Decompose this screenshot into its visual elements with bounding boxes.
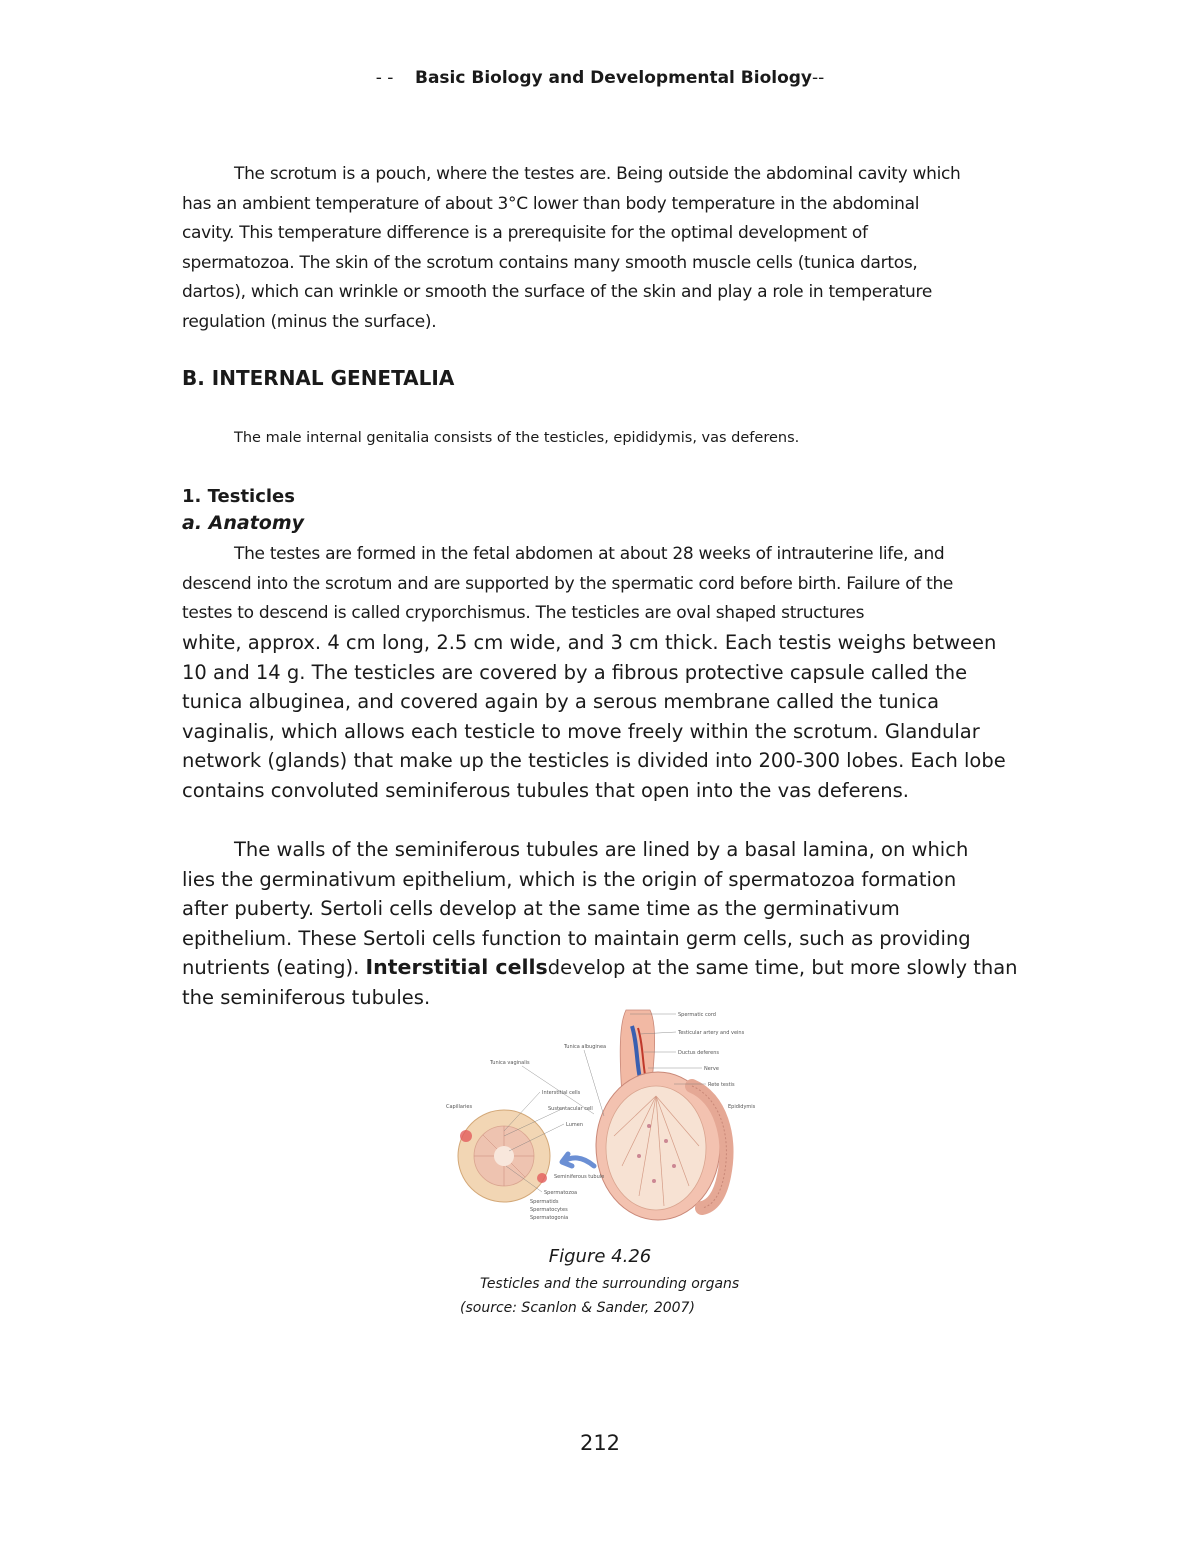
subsubsection-heading: a. Anatomy xyxy=(182,512,305,534)
text-line: descend into the scrotum and are supported by the spermatic cord before birth. Failure of the xyxy=(182,573,954,594)
text-line: after puberty. Sertoli cells develop at the same time as the germinativum xyxy=(182,897,900,920)
label-spermatozoa: Spermatozoa xyxy=(544,1190,578,1196)
bold-term: Interstitial cells xyxy=(365,955,548,979)
header-title: Basic Biology and Developmental Biology xyxy=(415,68,813,88)
label-testicular-artery: Testicular artery and veins xyxy=(678,1030,745,1036)
label-sustentacular-cell: Sustentacular cell xyxy=(548,1106,593,1112)
header-dashes-left: - - xyxy=(375,68,394,88)
label-tunica-albuginea: Tunica albuginea xyxy=(564,1044,607,1050)
label-seminiferous-tubule: Seminiferous tubule xyxy=(554,1174,605,1180)
text-line: The testes are formed in the fetal abdomen at about 28 weeks of intrauterine life, and xyxy=(234,544,945,564)
figure-caption: Testicles and the surrounding organs xyxy=(480,1276,740,1292)
text-line: The walls of the seminiferous tubules are lined by a basal lamina, on which xyxy=(234,838,969,861)
page-number: 212 xyxy=(579,1431,621,1455)
text-line: cavity. This temperature difference is a prerequisite for the optimal development of xyxy=(182,223,868,243)
scrotum-paragraph xyxy=(182,160,1022,337)
text-run: develop at the same time, but more slowly than xyxy=(547,956,1018,979)
testis-anatomy-figure xyxy=(444,1006,764,1228)
label-capillaries: Capillaries xyxy=(446,1104,473,1110)
anatomy-paragraph-large xyxy=(182,628,1022,805)
section-heading: B. INTERNAL GENETALIA xyxy=(182,366,455,390)
text-line: testes to descend is called cryporchismus. The testicles are oval shaped structures xyxy=(182,603,865,623)
figure-number: Figure 4.26 xyxy=(548,1246,652,1267)
text-line: epithelium. These Sertoli cells function to maintain germ cells, such as providing xyxy=(182,926,971,950)
label-nerve: Nerve xyxy=(704,1066,719,1072)
text-line: The scrotum is a pouch, where the testes are. Being outside the abdominal cavity which xyxy=(234,164,961,184)
label-spermatids: Spermatids xyxy=(530,1199,559,1205)
running-header xyxy=(0,68,1200,88)
text-line: regulation (minus the surface). xyxy=(182,311,437,332)
text-line: 10 and 14 g. The testicles are covered by a fibrous protective capsule called the xyxy=(182,660,968,684)
label-spermatocytes: Spermatocytes xyxy=(530,1207,568,1213)
label-lumen: Lumen xyxy=(566,1122,583,1128)
text-line: white, approx. 4 cm long, 2.5 cm wide, and 3 cm thick. Each testis weighs between xyxy=(182,631,997,654)
text-line: lies the germinativum epithelium, which is the origin of spermatozoa formation xyxy=(182,867,957,891)
section-intro: The male internal genitalia consists of the testicles, epididymis, vas deferens. xyxy=(234,430,800,446)
text-line: vaginalis, which allows each testicle to move freely within the scrotum. Glandular xyxy=(182,719,980,743)
anatomy-paragraph-small xyxy=(182,540,1022,629)
text-line: contains convoluted seminiferous tubules that open into the vas deferens. xyxy=(182,778,909,802)
figure-source: (source: Scanlon & Sander, 2007) xyxy=(460,1300,695,1316)
text-line: spermatozoa. The skin of the scrotum contains many smooth muscle cells (tunica dartos, xyxy=(182,252,918,273)
text-line: dartos), which can wrinkle or smooth the surface of the skin and play a role in temperature xyxy=(182,282,933,302)
text-line: network (glands) that make up the testicles is divided into 200-300 lobes. Each lobe xyxy=(182,749,1006,772)
label-tunica-vaginalis: Tunica vaginalis xyxy=(490,1060,530,1066)
label-spermatogonia: Spermatogonia xyxy=(530,1215,569,1221)
text-line: tunica albuginea, and covered again by a serous membrane called the tunica xyxy=(182,690,940,713)
text-line: the seminiferous tubules. xyxy=(182,985,431,1009)
text-line: has an ambient temperature of about 3°C lower than body temperature in the abdominal xyxy=(182,193,920,214)
label-ductus-deferens: Ductus deferens xyxy=(678,1050,719,1056)
label-spermatic-cord: Spermatic cord xyxy=(678,1012,716,1018)
subsection-heading: 1. Testicles xyxy=(182,486,295,507)
header-dashes-right: -- xyxy=(812,68,825,88)
label-interstitial-cells: Interstitial cells xyxy=(542,1090,581,1096)
text-run: nutrients (eating). xyxy=(182,956,366,979)
label-epididymis: Epididymis xyxy=(728,1104,756,1110)
seminiferous-paragraph xyxy=(182,835,1022,1012)
label-rete-testis: Rete testis xyxy=(708,1082,735,1088)
text-line xyxy=(182,953,1022,983)
